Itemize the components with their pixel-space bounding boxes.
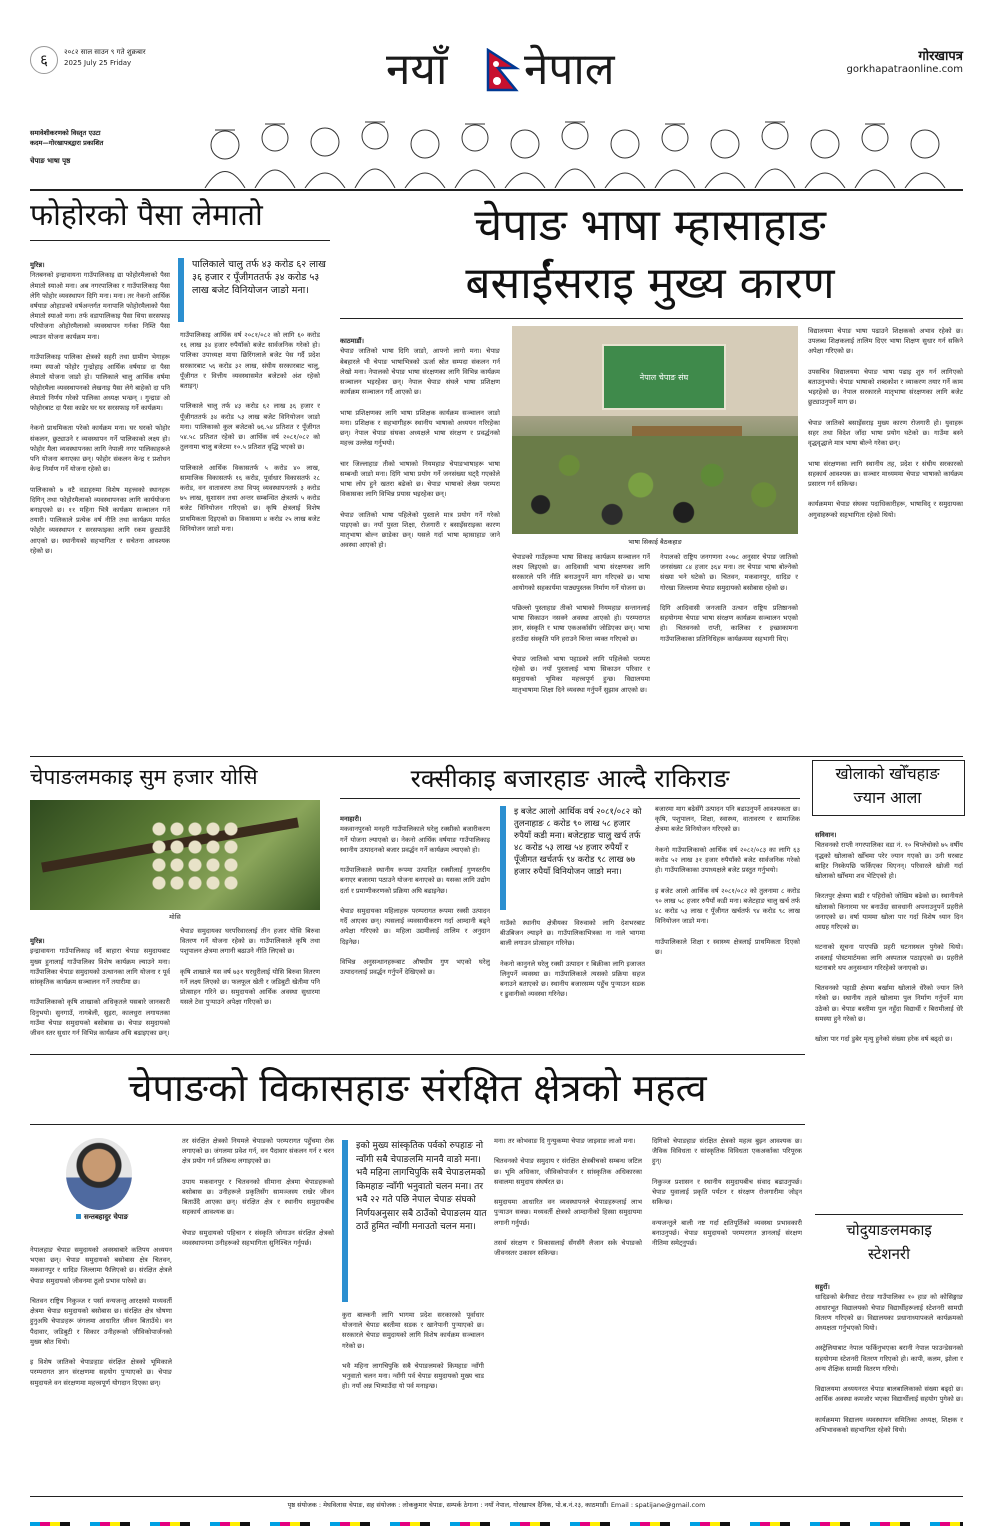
article4-byline: मनाहारी। [340,815,362,824]
publisher-name: गोरखापत्र [918,49,963,64]
article6-pull-quote: इको मुख्य सांस्कृतिक पर्वको रुपहाङ नो न्वाँगी सबै चेपाङलमि मानवै वाङो मना। भवै महिना लागचिपुकि सबै चेपाङलमको किमहाङ न्वाँगी भनुवातो चलन मना। तर भवै २२ गते पछि नेपाल चेपाङ संघको निर्णयअनुसार सबै ठाउँको चेपाङलम यात ठाउँ हुमित न्वाँगी मनाउतो चलन मना। [342,1140,492,1302]
article5-body-text: चितवनको राप्ती नगरपालिका वडा नं. १० चिप्लेचोको ७५ वर्षीय वृद्धको खोलाको खोँचमा परेर ज्यान गएको छ। उनी घरबाट बाहिर निस्केपछि फर्किएका थिएनन्। परिवारले खोजी गर्दा खोलाको खोँचमा शव भेटिएको हो। किरतपुर क्षेत्रमा बाढी र पहिरोको जोखिम बढेको छ। स्थानीयले खोलाको किनारमा घर बनाउँदा सावधानी अपनाउनुपर्ने प्रहरीले जनाएको छ। वर्षा याममा खोला पार गर्दा विशेष ध्यान दिन आग्रह गरिएको छ। घटनाको सूचना पाएपछि प्रहरी घटनास्थल पुगेको थियो। शवलाई पोस्टमार्टमका लागि अस्पताल पठाइएको छ। प्रहरीले घटनाबारे थप अनुसन्धान गरिरहेको जनाएको छ। चितवनको पहाडी क्षेत्रमा बर्खामा खोलाले धेरैको ज्यान लिने गरेको छ। स्थानीय तहले खोलामा पुल निर्माण गर्नुपर्ने माग उठेको छ। चेपाङ बस्तीमा पुल नहुँदा विद्यार्थी र बिरामीलाई धेरै समस्या हुने गरेको छ। खोला पार गर्दा डुबेर मृत्यु हुनेको संख्या हरेक वर्ष बढ्दो छ। [815,841,963,1044]
article7-headline-1: चोदुयाङलमकाइ [846,1221,932,1239]
article4-pull-quote: इ बजेट आलो आर्थिक वर्ष २०८१/०८२ को तुलनाहाङ ८ करोड ९० लाख ५८ हजार रुपैयाँ कडी मना। बजेटहाङ चालु खर्च तर्फ ४८ करोड ५३ लाख ५४ हजार रुपैयाँ र पूँजीगत खर्चतर्फ ९४ करोड ९८ लाख ७७ हजार रुपैयाँ विनियोजन जाङो मना। [500,806,648,910]
nepal-flag-icon [486,48,520,94]
section-label: चेपाङ भाषा पृष्ठ [30,157,71,165]
date-en: 2025 July 25 Friday [64,59,132,67]
article1-headline: फोहोरको पैसा लेमातो [30,198,263,233]
article1-byline: मुरिन्न। [30,261,45,270]
article6-col5: दिगिको चेपाङहाङ संरक्षित क्षेत्रको महत्व बुझ्न आवश्यक छ। जैविक विविधता र सांस्कृतिक विविधता एकअर्काका परिपूरक हुन्। निकुञ्ज प्रशासन र स्थानीय समुदायबीच संवाद बढाउनुपर्छ। चेपाङ युवालाई प्रकृति पर्यटन र संरक्षण रोजगारीमा जोड्न सकिन्छ। वन्यजन्तुले बाली नष्ट गर्दा क्षतिपूर्तिको व्यवस्था प्रभावकारी बनाउनुपर्छ। चेपाङ समुदायको परम्परागत ज्ञानलाई संरक्षण नीतिमा समेट्नुपर्छ। [652,1137,802,1248]
article1-rule [30,240,330,241]
article2-col2: चेपाङको गाउँहरूमा भाषा सिकाइ कार्यक्रम सञ्चालन गर्ने लक्ष्य लिइएको छ। आदिवासी भाषा संरक्षणका लागि सरकारले पनि नीति बनाउनुपर्ने माग गरिएको छ। भाषा आयोगको सहकार्यमा पाठ्यपुस्तक निर्माण गर्ने योजना छ। पछिल्लो पुस्ताहाङ तीको भाषाको नियमहाङ सन्तानलाई भाषा सिकाउन नसक्ने अवस्था आएको हो। परम्परागत ज्ञान, संस्कृति र भाषा एकअर्कासँग जोडिएका छन्। भाषा हराउँदा संस्कृति पनि हराउने चिन्ता व्यक्त गरिएको छ। चेपाङ जातिको भाषा पहाडको लागि पहिलेको परम्परा रहेको छ। नयाँ पुस्तालाई भाषा सिकाउन परिवार र समुदायको भूमिका महत्त्वपूर्ण हुन्छ। विद्यालयमा मातृभाषामा शिक्षा दिने व्यवस्था गर्नुपर्ने सुझाव आएको छ। [512,553,650,694]
article2-col3: नेपालको राष्ट्रिय जनगणना २०७८ अनुसार चेपाङ जातिको जनसंख्या ८४ हजार ३६४ मना। तर चेपाङ भाषा बोल्नेको संख्या भने घटेको छ। चितवन, मकवानपुर, धादिङ र गोरखा जिल्लामा चेपाङ समुदायको बसोबास रहेको छ। दिगि आदिवासी जनजाति उत्थान राष्ट्रिय प्रतिष्ठानको सहयोगमा चेपाङ भाषा संरक्षण कार्यक्रम सञ्चालन भएको हो। चितवनको राप्ती, कालिका र इच्छाकामना गाउँपालिकाका प्रतिनिधिहरू कार्यक्रममा सहभागी थिए। [660,553,798,643]
masthead-left: नयाँ [386,44,448,95]
article1-col2: गाउँपालिकाइ आर्थिक वर्ष २०८१/०८२ को लागि ६० करोड १६ लाख ३४ हजार रुपैयाँको बजेट सार्वजनिक गरेको हो। पालिका उपाध्यक्ष माया छिरिंगलाले बजेट पेस गर्दै प्रदेश सरकारबाट ५६ करोड ३२ लाख, संघीय सरकारबाट चालु, पूँजीगत र वित्तीय व्यवस्थासमेत बजेटको अंश रहेको बताइन्। पालिकाले चालु तर्फ ४३ करोड ६२ लाख ३६ हजार र पूँजीगततर्फ ३४ करोड ५३ लाख बजेट विनियोजन जाङो मना। पालिकाको कुल बजेटको ७६.५४ प्रतिशत र पूँजीगत ५४.५८ प्रतिशत रहेको छ। आर्थिक वर्ष २०८१/०८२ को तुलनामा चालु बजेटमा १०.५ प्रतिशत वृद्धि भएको छ। पालिकाले आर्थिक विकासतर्फ ५ करोड ४० लाख, सामाजिक विकासतर्फ १६ करोड, पूर्वाधार विकासतर्फ २८ करोड, वन वातावरण तथा विपद् व्यवस्थापनतर्फ ३ करोड ७५ लाख, सुशासन तथा अन्तर सम्बन्धित क्षेत्रतर्फ ५ करोड बजेट विनियोजन गरिएको छ। कृषि क्षेत्रलाई विशेष प्राथमिकता दिइएको छ। विकासमा ४ करोड २५ लाख बजेट विनियोजन जाङो मना। [180,331,320,533]
article2-photo-caption: भाषा सिकाई बैठकहाङ [628,538,682,546]
mid-rule-1 [30,756,963,757]
article2-rule [340,318,963,319]
photo-banner-text: नेपाल चेपाङ संघ [639,372,689,382]
article3-byline: मुरिन्न। [30,937,45,946]
article3-col1-text: इन्द्रावायना गाउँपालिकाइ वर्दै बाहारा चेपाङ समुदायबाट मुख्य हुनालाई गाउँपालिका विशेष कार्यक्रम ल्याउने मना। गाउँपालिका चेपाङ समुदायको उत्थानका लागि योजना र पूर्व सांस्कृतिक कार्यक्रम सञ्चालन गर्ने तयारीमा छ। गाउँपालिकाको कृषि शाखाको अधिकृतले यसबारे जानकारी दिनुभयो। सुनगाउँ, नागबेली, सुइरा, कालधुरा लगायतका गाउँमा चेपाङ समुदायको बसोबास छ। चेपाङ समुदायको जीवन स्तर सुधार गर्न विभिन्न कार्यक्रम अघि बढाइएका छन्। [30,947,170,1038]
article3-col2: चेपाङ समुदायका घरपरिवारलाई तीन हजार योसि बिरुवा वितरण गर्ने योजना रहेको छ। गाउँपालिकाले कृषि तथा पशुपालन क्षेत्रमा लगानी बढाउने नीति लिएको छ। कृषि शाखाले यस वर्ष ७३१ घरधुरीलाई योसि बिरुवा वितरण गर्ने लक्ष्य लिएको छ। फलफूल खेती र जडिबुटी खेतीमा पनि प्रोत्साहन गरिने छ। समुदायको आर्थिक अवस्था सुधारमा यसले टेवा पुर्‍याउने अपेक्षा गरिएको छ। [180,927,320,1007]
mid-rule-2 [30,1054,805,1055]
color-registration-bar [30,1522,963,1526]
article6-col4: मना। तर कोभवाङ दि गुन्युकम्मा चेपाङ जाइवाङ लाओ मना। चितवनको चेपाङ समुदाय र संरक्षित क्षेत्रबीचको सम्बन्ध जटिल छ। भूमि अधिकार, जीविकोपार्जन र सांस्कृतिक अधिकारका सवालमा समुदाय संघर्षरत छ। समुदायमा आधारित वन व्यवस्थापनले चेपाङहरूलाई लाभ पुर्‍याउन सक्छ। मध्यवर्ती क्षेत्रको आम्दानीको हिस्सा समुदायमा लगानी गर्नुपर्छ। तसर्थ संरक्षण र विकासलाई सँगसँगै लैजान सके चेपाङको जीवनस्तर उकास्न सकिन्छ। [494,1137,642,1258]
article3-photo-caption: मोसि [169,913,181,921]
article4-col3: बजारमा माग बढेसँगै उत्पादन पनि बढाउनुपर्ने आवश्यकता छ। कृषि, पशुपालन, शिक्षा, स्वास्थ्य, वातावरण र सामाजिक क्षेत्रमा बजेट विनियोजन गरिएको छ। नेकनो गाउँपालिकाको आर्थिक वर्ष २०८२/०८३ का लागि ६३ करोड ५२ लाख ३१ हजार रुपैयाँको बजेट सार्वजनिक गरेको हो। गाउँपालिकाका उपाध्यक्षले बजेट प्रस्तुत गर्नुभयो। इ बजेट आलो आर्थिक वर्ष २०८१/०८२ को तुलनामा ८ करोड ९० लाख ५८ हजार रुपैयाँ कडी मना। बजेटहाङ चालु खर्च तर्फ ४८ करोड ५३ लाख र पूँजीगत खर्चतर्फ ९४ करोड ९८ लाख विनियोजन जाङो मना। गाउँपालिकाले शिक्षा र स्वास्थ्य क्षेत्रलाई प्राथमिकता दिएको छ। [655,805,800,956]
article7-byline: सहुर्रो। [815,1283,830,1292]
article4-rule [340,798,800,799]
article6-author [54,1213,150,1222]
article7-body [815,1272,963,1490]
article4-col1 [340,804,490,1048]
article1-pull-quote: पालिकाले चालु तर्फ ४३ करोड ६२ लाख ३६ हजार र पूँजीगततर्फ ३४ करोड ५३ लाख बजेट विनियोजन जाङो मना। [178,258,332,322]
article2-col1-text: चेपाङ जातिको भाषा दिगि जाङो, आफ्नो लागो मना। चेपाङ बेबहारले भी चेपाङ भाषाभित्रको ऊर्जा स्रोत सम्पदा संकलन गर्न लेखो मना। नेपालको चेपाङ भाषा संरक्षणका लागि विभिन्न कार्यक्रम सञ्चालन भइरहेका छन्। नेपाल चेपाङ संघले भाषा प्रशिक्षण कार्यक्रम सञ्चालन गर्दै आएको छ। भाषा प्रशिक्षणका लागि भाषा प्रशिक्षक कार्यक्रम सञ्चालन जाङो मना। प्रशिक्षक र सहभागीहरू स्थानीय भाषाको अध्ययन गरिरहेका छन्। नेपाल चेपाङ संघका अध्यक्षले भाषा संरक्षण र प्रवर्द्धनको महत्त्व उल्लेख गर्नुभयो। चार जिल्लाहाङ तीको भाषाको नियमहाङ चेपाङभाषाहरू भाषा सम्बन्धी जाङो मना। दिगि भाषा प्रयोग गर्ने जनसंख्या घट्दै गएकोले भाषा लोप हुने खतरा बढेको छ। चेपाङ भाषाको लेख्य परम्परा विकासका लागि विभिन्न प्रयास भइरहेका छन्। चेपाङ जातिको भाषा पहिलेको पुस्ताले मात्र प्रयोग गर्ने गरेको पाइएको छ। नयाँ पुस्ता शिक्षा, रोजगारी र बसाइँसराइका कारण मातृभाषा बोल्न छाडेका छन्। यसले गर्दा भाषा म्हासाहाङ जाने अवस्था आएको हो। [340,347,500,550]
article7-body-text: धादिङको बेनीघाट रोराङ गाउँपालिका १० हाङ को कोसिङ्गाङ आधारभूत विद्यालयको चेपाङ विद्यार्थीहरूलाई स्टेशनरी सामग्री वितरण गरिएको छ। विद्यालयका प्रधानाध्यापकले कार्यक्रमको अध्यक्षता गर्नुभएको थियो। अस्ट्रेलियाबाट नेपाल फर्किनुभएका बरानी नेपाल फाउन्डेसनको सहयोगमा स्टेशनरी वितरण गरिएको हो। कापी, कलम, झोला र अन्य शैक्षिक सामग्री वितरण गरियो। विद्यालयमा अध्ययनरत चेपाङ बालबालिकाको संख्या बढ्दो छ। आर्थिक अवस्था कमजोर भएका विद्यार्थीलाई सहयोग पुगेको छ। कार्यक्रममा विद्यालय व्यवस्थापन समितिका अध्यक्ष, शिक्षक र अभिभावकको सहभागिता रहेको थियो। [815,1293,963,1435]
article7-headline-2: स्टेशनरी [868,1245,910,1263]
website-link[interactable]: gorkhapatraonline.com [846,64,963,75]
article6-col2: तर संरक्षित क्षेत्रको नियमले चेपाङको परम्परागत पहुँचमा रोक लगाएको छ। जंगलमा प्रवेश गर्न, वन पैदावार संकलन गर्न र चरन क्षेत्र प्रयोग गर्न प्रतिबन्ध लगाइएको छ। उपाय मकवानपुर र चितवनको सीमाना क्षेत्रमा चेपाङहरूको बसोबास छ। उनीहरूले प्रकृतिसँग सामञ्जस्य राखेर जीवन बिताउँदै आएका छन्। संरक्षित क्षेत्र र स्थानीय समुदायबीच सहकार्य आवश्यक छ। चेपाङ समुदायको पहिचान र संस्कृति जोगाउन संरक्षित क्षेत्रको व्यवस्थापनमा उनीहरूको सहभागिता सुनिश्चित गर्नुपर्छ। [182,1137,334,1248]
footer-credits: पृष्ठ संयोजक : मेघविलास चेपाङ, सह संयोजक : लोककुमार चेपाङ, सम्पर्क ठेगाना : नयाँ नेपाल, गोरखापत्र दैनिक, पो.ब.नं.२३, काठमाडौं। Email : spatijane@gmail.com [287,1501,706,1509]
article5-headline-2: ज्यान आला [853,788,922,807]
article2-headline-1: चेपाङ भाषा म्हासाहाङ [474,200,826,251]
page-number: ६ [40,51,48,69]
article1-col1-text: नितबनको इन्द्रावायना गाउँपालिकाइ द्या फोहोरमैलाको पैसा लेमातो स्याओ मना। अब नगरपालिका र गाउँपालिकाइ पैसा लेगि फोहोर व्यवस्थापन दिगि मना। मना। तर नेकनो आर्थिक वर्षयाङ ओहाङको वर्षअन्तर्गत मनापालि फोहोरमैलाको पैसा लेमातो स्याओ मना। तर्फ वडापालिकाइ पैसा थिया सरसफाइ परियोजना ओहोरमैलाको व्यवस्थापन गर्नका निम्ति पैसा ल्याउन योजना कार्यक्रम मना। गाउँपालिकाइ पालिका क्षेत्रको सहरी तथा ग्रामीण भेगाहरू नम्मा स्याओ फोहोर गुन्द्रोहाइ आर्थिक वर्षयाङ दा पैसा लेमातो योजना जाङो हो। पालिकाले चालु आर्थिक वर्षमा फोहोरमैला व्यवस्थापनको लेखनाइ पैसा लेगे बाहेको दा पनि लेमातो निर्णय गरेको पालिका अध्यक्ष भन्छन् । गुन्द्राङ ओ फोहोरबाट दा पैसा काढेर घर घर सरसफाइ गर्ने कार्यक्रम। नेकनो प्राथमिकता परेको कार्यक्रम मना। घर घरको फोहोर संकलन, छुट्याउने र व्यवस्थापन गर्ने पालिकाको लक्ष्य हो। फोहोर मैला व्यवस्थापनका लागि नेपाली नगर पालिकाहरूले पनि योजना बनाएका छन्। फोहोर संकलन केन्द्र र प्रशोधन केन्द्र निर्माण गर्ने योजना रहेको छ। पालिकाको ७ वटै वडाहरुमा विशेष महत्त्वको स्थानहरू दिगिन् तथा फोहोरमैलाको व्यवस्थापनका लागि कार्ययोजना बनाइएको छ। ११ महिना भित्रै कार्यक्रम सञ्चालन गर्ने तयारी। पालिकाले प्रत्येक वर्ष नीति तथा कार्यक्रम मार्फत फोहोर व्यवस्थापन र सरसफाइका लागि रकम छुट्याउँदै आएको छ। स्थानीयको सहभागिता र सचेतना आवश्यक रहेको छ। [30,271,170,555]
footer-rule [30,1496,963,1497]
tagline-1: समावेशीकरणको विस्तृत एउटा [30,129,101,137]
article4-headline: रक्सीकाइ बजारहाङ आल्दै राकिराङ [410,764,730,793]
date-np: २०८२ साल साउन ९ गते शुक्रबार [64,48,146,56]
article6-col3: कुरा बाल्कनी लागि भागमा प्रदेश सरकारको पूर्वाधार योजनाले चेपाङ बस्तीमा सडक र खानेपानी पुर्‍याएको छ। सरकारले चेपाङ समुदायको लागि विशेष कार्यक्रम सञ्चालन गरेको छ। भवै महिना लागचिपुकि सबै चेपाङलमको किमहाङ न्वाँगी भनुवातो चलन मना। न्वाँगी पर्व चेपाङ समुदायको मुख्य चाड हो। नयाँ अन्न भित्र्याउँदा यो पर्व मनाइन्छ। [342,1311,484,1391]
masthead-illustration [195,100,955,188]
masthead [386,44,656,102]
photo-flowers [150,820,240,890]
article5-byline: सविवान। [815,831,837,840]
article2-col4: विद्यालयमा चेपाङ भाषा पढाउने शिक्षकको अभाव रहेको छ। उपलब्ध शिक्षकलाई तालिम दिएर भाषा शिक्षण सुधार गर्न सकिने अपेक्षा गरिएको छ। उपसचिव विद्यालयमा चेपाङ भाषा पढाइ शुरु गर्न लागिएको बताउनुभयो। चेपाङ भाषाको शब्दकोश र व्याकरण तयार गर्ने काम भइरहेको छ। नेपाल सरकारले मातृभाषा संरक्षणका लागि बजेट छुट्याउनुपर्ने माग छ। चेपाङ जातिको बसाइँसराइ मुख्य कारण रोजगारी हो। युवाहरू सहर तथा विदेश जाँदा भाषा प्रयोग घटेको छ। गाउँमा बस्ने वृद्धवृद्धाले मात्र भाषा बोल्ने गरेका छन्। भाषा संरक्षणका लागि स्थानीय तह, प्रदेश र संघीय सरकारको सहकार्य आवश्यक छ। सञ्चार माध्यममा चेपाङ भाषाको कार्यक्रम प्रसारण गर्न सकिन्छ। कार्यक्रममा चेपाङ संघका पदाधिकारीहरू, भाषाविद् र समुदायका अगुवाहरूको सहभागिता रहेको थियो। [808,327,963,519]
photo-banner [602,344,726,410]
article5-headline-1: खोलाको खोँचहाङ [835,764,940,783]
page-number-badge [30,46,58,74]
article4-col1-text: मकवानपुरको मनहरी गाउँपालिकाले घरेलु रक्सीको बजारीकरण गर्ने योजना ल्याएको छ। नेकनो आर्थिक वर्षयाङ गाउँपालिकाइ स्थानीय उत्पादनको बजार प्रवर्द्धन गर्ने कार्यक्रम ल्याएको हो। गाउँपालिकाले स्थानीय रूपमा उत्पादित रक्सीलाई गुणस्तरीय बनाएर बजारमा पठाउने योजना बनाएको छ। यसका लागि उद्योग दर्ता र प्रमाणीकरणको प्रक्रिया अघि बढाइनेछ। चेपाङ समुदायका महिलाहरू परम्परागत रूपमा रक्सी उत्पादन गर्दै आएका छन्। त्यसलाई व्यवसायीकरण गर्दा आम्दानी बढ्ने अपेक्षा गरिएको छ। महिला उद्यमीलाई तालिम र अनुदान दिइनेछ। विभिन्न अनुसन्धानहरूबाट औषधीय गुण भएको घरेलु उत्पादनलाई प्रवर्द्धन गर्नुपर्ने देखिएको छ। [340,825,490,977]
article3-photo [30,800,320,910]
article6-rule [30,1124,805,1125]
article2-headline-2: बसाईंसराइ मुख्य कारण [465,258,835,309]
article6-headline: चेपाङको विकासहाङ संरक्षित क्षेत्रको महत्व [128,1066,707,1110]
author-photo [66,1138,132,1210]
header-rule [30,189,963,191]
article5-body [815,820,963,1212]
photo-people [512,436,798,534]
article4-col2: गाउँको स्थानीय क्षेत्रीयका विरुवाको लागि देशभरबाट बीउबिजन ल्याइने छ। गाउँपालिकाभित्रका ना नाले भागमा बाली लगाउन प्रोत्साहन गरिनेछ। नेकनो कानुनले घरेलु रक्सी उत्पादन र बिक्रीका लागि इजाजत लिनुपर्ने व्यवस्था छ। गाउँपालिकाले त्यसको प्रक्रिया सहज बनाउने बताएको छ। स्थानीय बजारसम्म पहुँच पुर्‍याउन सडक र ढुवानीको व्यवस्था गरिनेछ। [500,919,645,999]
tagline-2: कदम—गोरखापत्रद्वारा प्रकाशित [30,139,104,147]
article3-col1 [30,926,170,1048]
article1-col1 [30,250,170,750]
article2-byline: काठमाडौं। [340,337,364,346]
article2-photo [512,326,798,534]
author-marker-icon [76,1214,81,1219]
masthead-right: नेपाल [524,44,615,95]
article2-col1 [340,326,500,750]
article6-col1: नेपालहाङ चेपाङ समुदायको अवस्थाबारे कतिपय अध्ययन भएका छन्। चेपाङ समुदायको बसोबास क्षेत्र चितवन, मकवानपुर र धादिङ जिल्लामा फैलिएको छ। संरक्षित क्षेत्रले चेपाङ समुदायको जीवनमा ठूलो प्रभाव पारेको छ। चितवन राष्ट्रिय निकुञ्ज र पर्सा वन्यजन्तु आरक्षको मध्यवर्ती क्षेत्रमा चेपाङ समुदायको बसोबास छ। संरक्षित क्षेत्र घोषणा हुनुअघि चेपाङहरू जंगलमा आधारित जीवन बिताउँथे। वन पैदावार, जडिबुटी र सिकार उनीहरूको जीविकोपार्जनको मुख्य स्रोत थियो। इ विशेष जातिको चेपाङहाङ संरक्षित क्षेत्रको भूमिकाले परम्परागत ज्ञान संरक्षणमा सहयोग पुर्‍याएको छ। चेपाङ समुदायले वन संरक्षणमा महत्त्वपूर्ण योगदान दिएका छन्। [30,1246,172,1387]
article7-top-rule [815,1214,963,1215]
article3-headline: चेपाङलमकाइ सुम हजार योसि [30,765,258,789]
author-name: सन्तबहादुर चेपाङ [83,1213,129,1221]
